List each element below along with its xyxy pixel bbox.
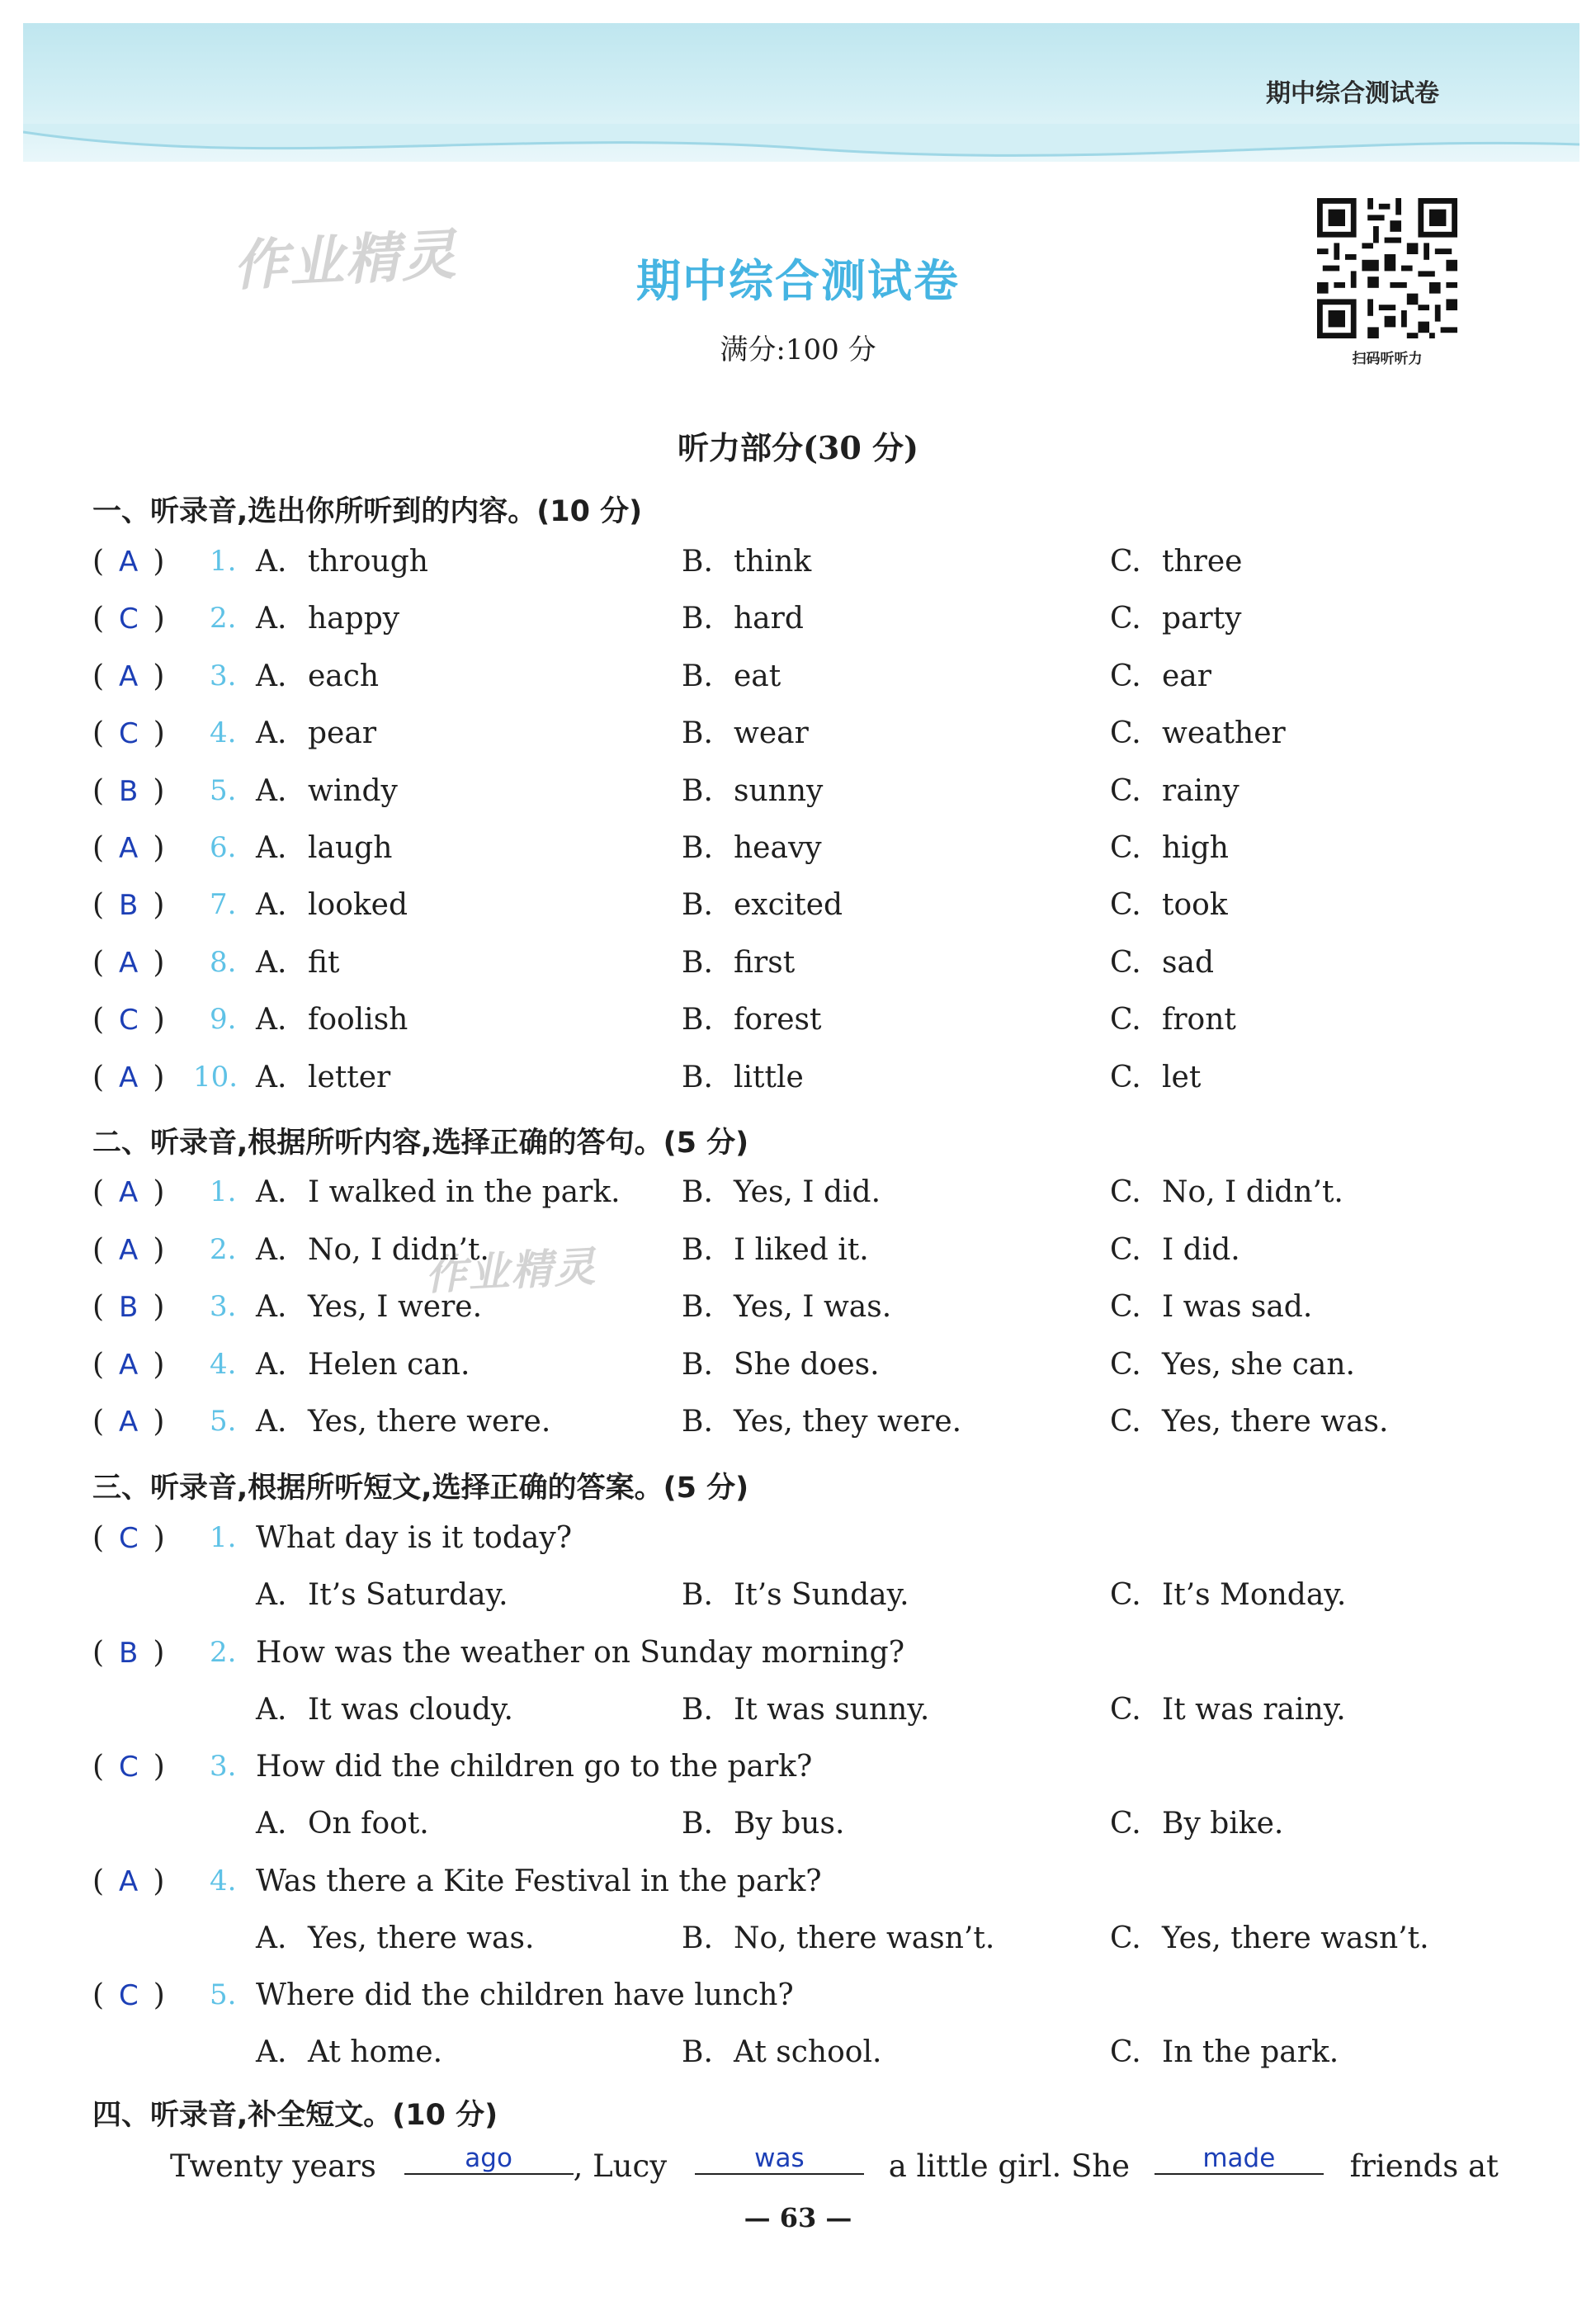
option-text: sad xyxy=(1162,945,1214,980)
option-text: Yes, there wasn’t. xyxy=(1162,1921,1429,1955)
question-number: 4. xyxy=(210,716,237,750)
option-text: front xyxy=(1162,1003,1236,1037)
question-row xyxy=(0,602,1596,651)
answer-bracket[interactable]: ( A ) xyxy=(92,659,165,693)
option-text: I walked in the park. xyxy=(308,1175,621,1209)
option-letter: C. xyxy=(1110,1175,1141,1209)
question-row xyxy=(0,1003,1596,1052)
question-row xyxy=(0,1405,1596,1454)
question-text: How did the children go to the park? xyxy=(256,1750,813,1784)
option[interactable] xyxy=(682,1290,891,1324)
option[interactable] xyxy=(682,716,809,750)
question-number: 2. xyxy=(210,1635,237,1669)
question-number: 1. xyxy=(210,1521,237,1554)
option[interactable] xyxy=(1110,831,1229,865)
passage-line xyxy=(0,2143,1596,2198)
option[interactable] xyxy=(256,545,428,579)
option-letter: C. xyxy=(1110,831,1141,865)
option-letter: A. xyxy=(256,1347,287,1382)
option[interactable] xyxy=(256,1233,489,1267)
answer-bracket[interactable]: ( B ) xyxy=(92,888,165,923)
option-letter: A. xyxy=(256,1807,287,1841)
question-number: 10. xyxy=(193,1060,238,1094)
header-wave-decoration xyxy=(23,124,1579,182)
option-text: think xyxy=(734,545,812,579)
option-text: high xyxy=(1162,831,1229,865)
question-number: 7. xyxy=(210,888,237,922)
option[interactable] xyxy=(1110,1233,1240,1267)
option[interactable] xyxy=(1110,1290,1312,1324)
question-number: 5. xyxy=(210,1978,237,2012)
option-letter: A. xyxy=(256,602,287,636)
question-text: What day is it today? xyxy=(256,1521,572,1555)
option[interactable] xyxy=(682,1348,880,1382)
answer-bracket[interactable]: ( A ) xyxy=(92,1060,165,1094)
section-heading-3: 三、听录音,根据所听短文,选择正确的答案。(5 分) xyxy=(92,1472,749,1505)
option-letter: B. xyxy=(682,1692,713,1727)
option-text: hard xyxy=(734,602,804,636)
option-text: It’s Sunday. xyxy=(734,1578,909,1612)
option[interactable] xyxy=(1110,1061,1201,1094)
answer-letter: A xyxy=(119,832,139,865)
option[interactable] xyxy=(1110,2035,1339,2069)
question-number: 5. xyxy=(210,1405,237,1438)
question-row xyxy=(0,888,1596,938)
option-letter: B. xyxy=(682,945,713,980)
answer-bracket[interactable]: ( C ) xyxy=(92,602,165,636)
option[interactable] xyxy=(256,774,398,808)
passage-blank[interactable]: made xyxy=(1155,2143,1324,2175)
answer-letter: A xyxy=(119,1061,139,1094)
option-text: By bike. xyxy=(1162,1807,1284,1841)
option-letter: A. xyxy=(256,888,287,923)
option-text: each xyxy=(308,659,380,693)
option[interactable] xyxy=(256,888,408,922)
answer-bracket[interactable]: ( A ) xyxy=(92,1347,165,1382)
question-row xyxy=(0,1061,1596,1110)
option-text: through xyxy=(308,545,428,579)
option-text: In the park. xyxy=(1162,2035,1339,2070)
option-text: rainy xyxy=(1162,773,1239,808)
option-text: let xyxy=(1162,1060,1202,1094)
option[interactable] xyxy=(256,1290,482,1324)
option-text: letter xyxy=(308,1060,391,1094)
option[interactable] xyxy=(682,831,822,865)
page-title: 期中综合测试卷 xyxy=(636,255,960,307)
option-letter: C. xyxy=(1110,1405,1141,1439)
option-letter: B. xyxy=(682,716,713,751)
options-row xyxy=(0,1921,1596,1971)
option-letter: C. xyxy=(1110,1347,1141,1382)
option-letter: C. xyxy=(1110,1921,1141,1955)
option-text: It was cloudy. xyxy=(308,1692,513,1727)
passage-text: friends at xyxy=(1349,2148,1499,2184)
option-text: foolish xyxy=(308,1003,408,1037)
option[interactable] xyxy=(1110,1693,1346,1727)
watermark: 作业精灵 xyxy=(231,222,460,299)
option[interactable] xyxy=(682,1061,804,1094)
option[interactable] xyxy=(256,716,376,750)
option-text: It was sunny. xyxy=(734,1692,930,1727)
option-text: No, I didn’t. xyxy=(308,1232,489,1267)
question-number: 4. xyxy=(210,1864,237,1897)
option[interactable] xyxy=(256,1693,513,1727)
option-letter: B. xyxy=(682,602,713,636)
option-letter: C. xyxy=(1110,1003,1141,1037)
answer-letter: A xyxy=(119,946,139,980)
answer-letter: C xyxy=(119,717,139,751)
option-letter: A. xyxy=(256,1290,287,1324)
answer-letter: A xyxy=(119,1406,139,1439)
option[interactable] xyxy=(256,1348,470,1382)
option[interactable] xyxy=(682,1405,961,1439)
answer-letter: B xyxy=(119,889,139,923)
option[interactable] xyxy=(1110,1003,1236,1037)
header-label: 期中综合测试卷 xyxy=(1266,79,1439,108)
option-letter: C. xyxy=(1110,716,1141,751)
option-letter: A. xyxy=(256,1578,287,1612)
option-letter: C. xyxy=(1110,1692,1141,1727)
passage-text: , Lucy xyxy=(573,2148,668,2184)
question-row xyxy=(0,1521,1596,1571)
question-number: 8. xyxy=(210,945,237,979)
option-text: wear xyxy=(734,716,809,751)
option-text: It’s Monday. xyxy=(1162,1578,1347,1612)
option-letter: C. xyxy=(1110,1290,1141,1324)
section-heading-2: 二、听录音,根据所听内容,选择正确的答句。(5 分) xyxy=(92,1127,749,1160)
answer-letter: C xyxy=(119,1979,139,2013)
answer-bracket[interactable]: ( A ) xyxy=(92,1405,165,1439)
option-text: By bus. xyxy=(734,1807,845,1841)
option-letter: A. xyxy=(256,831,287,865)
option[interactable] xyxy=(682,774,823,808)
option[interactable] xyxy=(682,1175,881,1209)
option[interactable] xyxy=(1110,602,1242,636)
question-row xyxy=(0,716,1596,766)
option[interactable] xyxy=(1110,545,1242,579)
option-letter: B. xyxy=(682,1578,713,1612)
passage-text: Twenty years xyxy=(170,2148,376,2184)
option-letter: A. xyxy=(256,2035,287,2070)
answer-bracket[interactable]: ( A ) xyxy=(92,1175,165,1209)
answer-bracket[interactable]: ( A ) xyxy=(92,1232,165,1267)
option-text: Yes, there were. xyxy=(308,1405,551,1439)
answer-bracket[interactable]: ( A ) xyxy=(92,945,165,980)
option-letter: B. xyxy=(682,1347,713,1382)
answer-letter: C xyxy=(119,603,139,636)
option[interactable] xyxy=(1110,1405,1388,1439)
question-text: Where did the children have lunch? xyxy=(256,1978,794,2013)
option-letter: C. xyxy=(1110,545,1141,579)
option[interactable] xyxy=(256,1578,508,1612)
option-letter: A. xyxy=(256,1060,287,1094)
answer-letter: B xyxy=(119,1636,139,1670)
option[interactable] xyxy=(682,1921,994,1955)
question-number: 3. xyxy=(210,659,237,692)
option-letter: B. xyxy=(682,1405,713,1439)
option-text: At school. xyxy=(734,2035,882,2070)
answer-bracket[interactable]: ( A ) xyxy=(92,831,165,865)
option-letter: B. xyxy=(682,773,713,808)
option-text: Yes, there was. xyxy=(308,1921,535,1955)
option[interactable] xyxy=(256,1807,429,1841)
answer-bracket[interactable]: ( A ) xyxy=(92,1864,165,1898)
option[interactable] xyxy=(682,659,781,693)
option-text: Helen can. xyxy=(308,1347,470,1382)
option-text: forest xyxy=(734,1003,822,1037)
option-letter: A. xyxy=(256,1175,287,1209)
option[interactable] xyxy=(682,888,843,922)
option-text: party xyxy=(1162,602,1242,636)
option-letter: A. xyxy=(256,773,287,808)
option-text: excited xyxy=(734,888,843,923)
section-heading-1: 一、听录音,选出你所听到的内容。(10 分) xyxy=(92,495,643,528)
option-letter: A. xyxy=(256,1405,287,1439)
option-letter: C. xyxy=(1110,1232,1141,1267)
option-letter: A. xyxy=(256,1921,287,1955)
option-text: took xyxy=(1162,888,1228,923)
option-letter: C. xyxy=(1110,2035,1141,2070)
option-letter: B. xyxy=(682,831,713,865)
option-letter: C. xyxy=(1110,1807,1141,1841)
option[interactable] xyxy=(1110,1807,1283,1841)
question-row xyxy=(0,1864,1596,1914)
option[interactable] xyxy=(682,1807,844,1841)
question-number: 9. xyxy=(210,1003,237,1037)
option[interactable] xyxy=(682,2035,881,2069)
option[interactable] xyxy=(1110,946,1214,980)
option[interactable] xyxy=(1110,659,1211,693)
option-letter: C. xyxy=(1110,888,1141,923)
option[interactable] xyxy=(256,602,399,636)
option[interactable] xyxy=(256,1405,550,1439)
question-text: Was there a Kite Festival in the park? xyxy=(256,1864,822,1898)
option-text: little xyxy=(734,1060,804,1094)
question-number: 3. xyxy=(210,1290,237,1323)
answer-bracket[interactable]: ( C ) xyxy=(92,716,165,751)
option[interactable] xyxy=(1110,774,1239,808)
option-letter: B. xyxy=(682,1807,713,1841)
question-row xyxy=(0,1348,1596,1397)
options-row xyxy=(0,1578,1596,1628)
answer-bracket[interactable]: ( B ) xyxy=(92,1635,165,1670)
option-text: first xyxy=(734,945,796,980)
option[interactable] xyxy=(256,1061,390,1094)
question-text: How was the weather on Sunday morning? xyxy=(256,1635,904,1670)
question-row xyxy=(0,545,1596,594)
question-number: 5. xyxy=(210,773,237,807)
option[interactable] xyxy=(1110,1578,1346,1612)
option-letter: B. xyxy=(682,1290,713,1324)
option-text: I liked it. xyxy=(734,1232,869,1267)
option[interactable] xyxy=(682,1003,821,1037)
answer-letter: C xyxy=(119,1004,139,1037)
question-row xyxy=(0,1233,1596,1283)
option-text: happy xyxy=(308,602,400,636)
answer-bracket[interactable]: ( B ) xyxy=(92,1290,165,1324)
options-row xyxy=(0,1807,1596,1856)
option-letter: C. xyxy=(1110,1060,1141,1094)
option-text: At home. xyxy=(308,2035,443,2070)
question-number: 3. xyxy=(210,1750,237,1784)
answer-letter: A xyxy=(119,1348,139,1382)
question-row xyxy=(0,1175,1596,1225)
option[interactable] xyxy=(682,946,795,980)
answer-letter: A xyxy=(119,1233,139,1267)
option-text: laugh xyxy=(308,831,393,865)
option-letter: C. xyxy=(1110,1578,1141,1612)
option-text: eat xyxy=(734,659,781,693)
option-text: On foot. xyxy=(308,1807,429,1841)
option-text: I was sad. xyxy=(1162,1290,1313,1324)
option[interactable] xyxy=(682,1578,909,1612)
option-text: It was rainy. xyxy=(1162,1692,1346,1727)
option-letter: A. xyxy=(256,1003,287,1037)
answer-bracket[interactable]: ( C ) xyxy=(92,1521,165,1555)
question-row xyxy=(0,659,1596,709)
option-text: heavy xyxy=(734,831,822,865)
option[interactable] xyxy=(1110,1921,1429,1955)
option[interactable] xyxy=(256,831,392,865)
answer-bracket[interactable]: ( C ) xyxy=(92,1978,165,2013)
answer-bracket[interactable]: ( A ) xyxy=(92,545,165,579)
option[interactable] xyxy=(256,1175,621,1209)
option-letter: B. xyxy=(682,545,713,579)
option-text: I did. xyxy=(1162,1232,1240,1267)
page-number: — 63 — xyxy=(744,2202,852,2233)
part-heading: 听力部分(30 分) xyxy=(677,429,919,466)
question-number: 4. xyxy=(210,1347,237,1381)
option[interactable] xyxy=(682,602,804,636)
option-text: fit xyxy=(308,945,340,980)
question-row xyxy=(0,1978,1596,2028)
option-text: Yes, I was. xyxy=(734,1290,892,1324)
answer-bracket[interactable]: ( B ) xyxy=(92,773,165,808)
question-row xyxy=(0,831,1596,881)
options-row xyxy=(0,2035,1596,2085)
option[interactable] xyxy=(256,1003,408,1037)
question-row xyxy=(0,774,1596,824)
option-letter: C. xyxy=(1110,773,1141,808)
option-letter: A. xyxy=(256,1692,287,1727)
question-number: 1. xyxy=(210,545,237,578)
option[interactable] xyxy=(1110,1175,1343,1209)
option-letter: A. xyxy=(256,716,287,751)
question-row xyxy=(0,1636,1596,1685)
option-letter: B. xyxy=(682,1232,713,1267)
option[interactable] xyxy=(1110,888,1228,922)
option-letter: A. xyxy=(256,659,287,693)
option-letter: A. xyxy=(256,945,287,980)
option-text: Yes, there was. xyxy=(1162,1405,1389,1439)
option-text: ear xyxy=(1162,659,1211,693)
question-row xyxy=(0,946,1596,995)
option-text: It’s Saturday. xyxy=(308,1578,508,1612)
passage-text: a little girl. She xyxy=(888,2148,1131,2184)
option[interactable] xyxy=(1110,716,1286,750)
option-text: Yes, I did. xyxy=(734,1175,881,1209)
option-text: looked xyxy=(308,888,408,923)
option-letter: B. xyxy=(682,1060,713,1094)
option-letter: B. xyxy=(682,1175,713,1209)
option-text: No, I didn’t. xyxy=(1162,1175,1343,1209)
answer-letter: B xyxy=(119,1291,139,1324)
qr-caption: 扫码听听力 xyxy=(1352,351,1423,367)
option-letter: B. xyxy=(682,1921,713,1955)
option-text: She does. xyxy=(734,1347,880,1382)
passage-blank[interactable]: ago xyxy=(404,2143,574,2175)
option[interactable] xyxy=(682,1693,929,1727)
option-text: weather xyxy=(1162,716,1286,751)
option-text: sunny xyxy=(734,773,824,808)
question-row xyxy=(0,1290,1596,1340)
answer-letter: C xyxy=(119,1522,139,1555)
option[interactable] xyxy=(682,1233,869,1267)
full-score: 满分:100 分 xyxy=(720,333,876,366)
option-letter: A. xyxy=(256,1232,287,1267)
option-letter: B. xyxy=(682,2035,713,2070)
option-text: windy xyxy=(308,773,398,808)
option[interactable] xyxy=(256,1921,534,1955)
option-letter: B. xyxy=(682,888,713,923)
option-letter: B. xyxy=(682,659,713,693)
answer-letter: B xyxy=(119,774,139,808)
option-letter: C. xyxy=(1110,659,1141,693)
question-row xyxy=(0,1750,1596,1799)
answer-letter: A xyxy=(119,659,139,693)
option[interactable] xyxy=(682,545,811,579)
option[interactable] xyxy=(1110,1348,1355,1382)
option[interactable] xyxy=(256,2035,442,2069)
option[interactable] xyxy=(256,946,339,980)
answer-letter: A xyxy=(119,1176,139,1209)
answer-bracket[interactable]: ( C ) xyxy=(92,1750,165,1784)
question-number: 1. xyxy=(210,1175,237,1208)
answer-bracket[interactable]: ( C ) xyxy=(92,1003,165,1037)
option-text: Yes, they were. xyxy=(734,1405,962,1439)
options-row xyxy=(0,1693,1596,1742)
option[interactable] xyxy=(256,659,379,693)
question-number: 2. xyxy=(210,602,237,636)
section-heading-4: 四、听录音,补全短文。(10 分) xyxy=(92,2099,498,2132)
option-text: Yes, she can. xyxy=(1162,1347,1355,1382)
question-number: 6. xyxy=(210,831,237,864)
option-letter: C. xyxy=(1110,602,1141,636)
option-letter: B. xyxy=(682,1003,713,1037)
option-letter: A. xyxy=(256,545,287,579)
question-number: 2. xyxy=(210,1232,237,1266)
answer-letter: A xyxy=(119,1864,139,1898)
answer-letter: A xyxy=(119,546,139,579)
option-text: No, there wasn’t. xyxy=(734,1921,995,1955)
passage-blank[interactable]: was xyxy=(695,2143,864,2175)
option-letter: C. xyxy=(1110,945,1141,980)
watermark-faint: 作业精灵 xyxy=(423,1242,598,1300)
option-text: pear xyxy=(308,716,377,751)
answer-letter: C xyxy=(119,1751,139,1784)
option-text: three xyxy=(1162,545,1243,579)
option-text: Yes, I were. xyxy=(308,1290,483,1324)
